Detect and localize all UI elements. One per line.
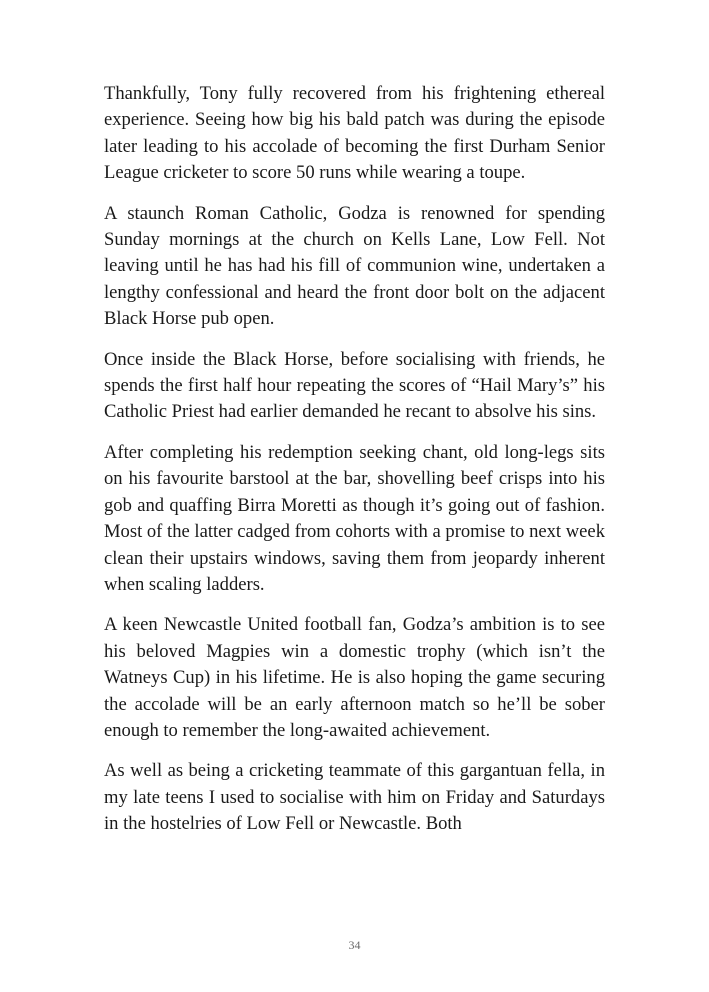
page-number: 34: [348, 938, 361, 952]
paragraph: Once inside the Black Horse, before socialising with friends, he spends the first half hour repeating the scores of “Hail Mary’s” his Catholic Priest had earlier demanded he recant to absolve his sins.: [104, 348, 605, 423]
paragraph: After completing his redemption seeking chant, old long-legs sits on his favourite barstool at the bar, shovelling beef crisps into his gob and quaffing Birra Moretti as though it’s going out of fashion. Most of the latter cadged from cohorts with a promise to next week clean their upstairs windows, saving them from jeopardy inherent when scaling ladders.: [104, 441, 605, 595]
paragraph: A keen Newcastle United football fan, Godza’s ambition is to see his beloved Magpies win a domestic trophy (which isn’t the Watneys Cup) in his lifetime. He is also hoping the game securing the accolade will be an early afternoon match so he’ll be sober enough to remember the long-awaited achievement.: [104, 614, 605, 741]
paragraph: Thankfully, Tony fully recovered from his frightening ethereal experience. Seeing how big his bald patch was during the episode later leading to his accolade of becoming the first Durham Senior League cricketer to score 50 runs while wearing a toupe.: [104, 83, 605, 184]
body-text: [104, 81, 605, 852]
paragraph: A staunch Roman Catholic, Godza is renowned for spending Sunday mornings at the church on Kells Lane, Low Fell. Not leaving until he has had his fill of communion wine, undertaken a lengthy confessional and heard the front door bolt on the adjacent Black Horse pub open.: [104, 202, 605, 330]
paragraph: As well as being a cricketing teammate of this gargantuan fella, in my late teens I used to socialise with him on Friday and Saturdays in the hostelries of Low Fell or Newcastle. Both: [104, 760, 605, 835]
